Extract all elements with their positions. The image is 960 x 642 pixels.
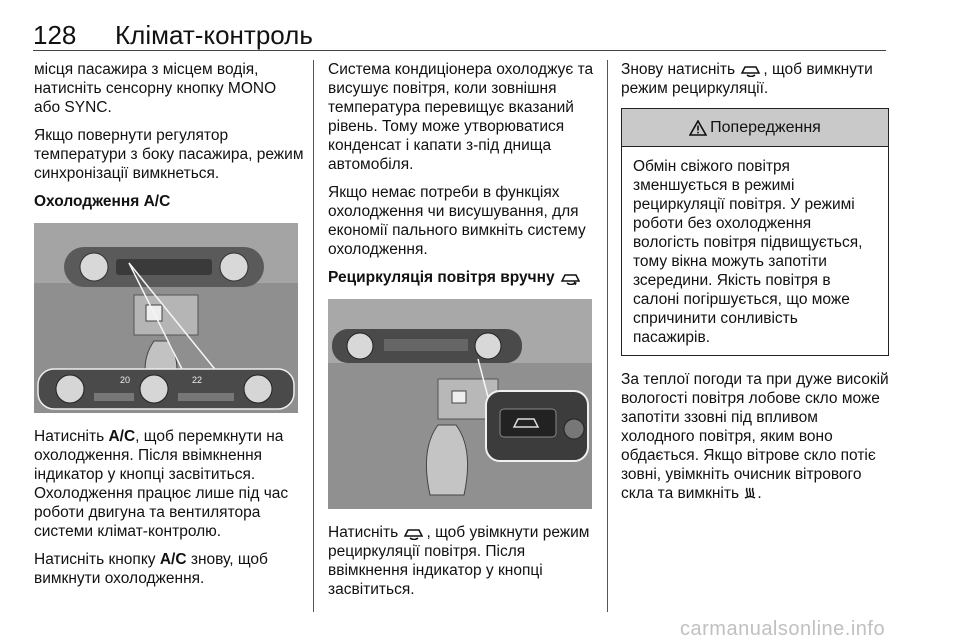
paragraph: Якщо повернути регулятор температури з боку пасажира, режим синхронізації вимкнеться. (34, 127, 304, 182)
column-divider (313, 60, 314, 612)
climate-control-recirculation-photo (328, 299, 592, 509)
ac-key-label: A/C (108, 428, 136, 445)
page-header (33, 12, 913, 52)
paragraph: Система кондиціонера охолоджує та висушує повітря, коли зовнішня температура перевищує вказаний рівень. Тому може утворюватися конденсат і капати з-під днища автомобіля. (328, 61, 594, 173)
header-rule (33, 50, 886, 51)
paragraph: Якщо немає потреби в функціях охолодження чи висушування, для економії пального вимкніть систему охолодження. (328, 184, 586, 258)
windscreen-demist-icon (743, 486, 757, 501)
paragraph: місця пасажира з місцем водія, натисніть сенсорну кнопку MONO або SYNC. (34, 61, 277, 116)
paragraph: За теплої погоди та при дуже високій вологості повітря лобове скло може запотіти ззовні під впливом холодного повітря, яким воно обдається. Якщо вітрове скло потіє зовні, увімкніть очисник вітрового скла та вимкніть . (621, 371, 889, 502)
paragraph: Натисніть A/C, щоб перемкнути на охолодження. Після ввімкнення індикатор у кнопці засвітиться. Охолодження працює лише під час роботи двигуна та вентилятора системи клімат-контролю. (34, 428, 289, 540)
warning-header (622, 109, 888, 147)
display-temp-right: 22 (192, 375, 203, 385)
section-heading-recirculation: Рециркуляція повітря вручну (328, 268, 596, 287)
column-divider (607, 60, 608, 612)
ac-key-label: A/C (159, 551, 187, 568)
column-left (34, 60, 304, 597)
column-middle (328, 60, 596, 608)
warning-text: Обмін свіжого повітря зменшується в режимі рециркуляції повітря. У режимі роботи без охолодження вологість повітря підвищується, тому вікна можуть запотіти зсередини. Якість повітря в салоні погіршується, що може спричинити сонливість пасажирів. (633, 158, 863, 346)
section-heading-ac: Охолодження A/C (34, 193, 171, 210)
page-number: 128 (33, 20, 77, 50)
warning-triangle-icon (689, 120, 707, 136)
recirculation-icon (402, 526, 426, 540)
column-right (621, 60, 889, 512)
warning-box (621, 108, 889, 356)
paragraph: Натисніть , щоб увімкнути режим рециркуляції повітря. Після ввімкнення індикатор у кнопці засвітиться. (328, 524, 590, 598)
recirculation-icon (739, 63, 763, 77)
page-title: Клімат-контроль (115, 20, 313, 50)
display-temp-left: 20 (120, 375, 131, 385)
watermark: carmanualsonline.info (680, 618, 886, 640)
paragraph: Натисніть кнопку A/C знову, щоб вимкнути охолодження. (34, 551, 268, 587)
paragraph: Знову натисніть , щоб вимкнути режим рециркуляції. (621, 61, 873, 97)
recirculation-icon (559, 271, 583, 285)
warning-title: Попередження (710, 119, 821, 136)
climate-control-ac-photo (34, 223, 298, 413)
